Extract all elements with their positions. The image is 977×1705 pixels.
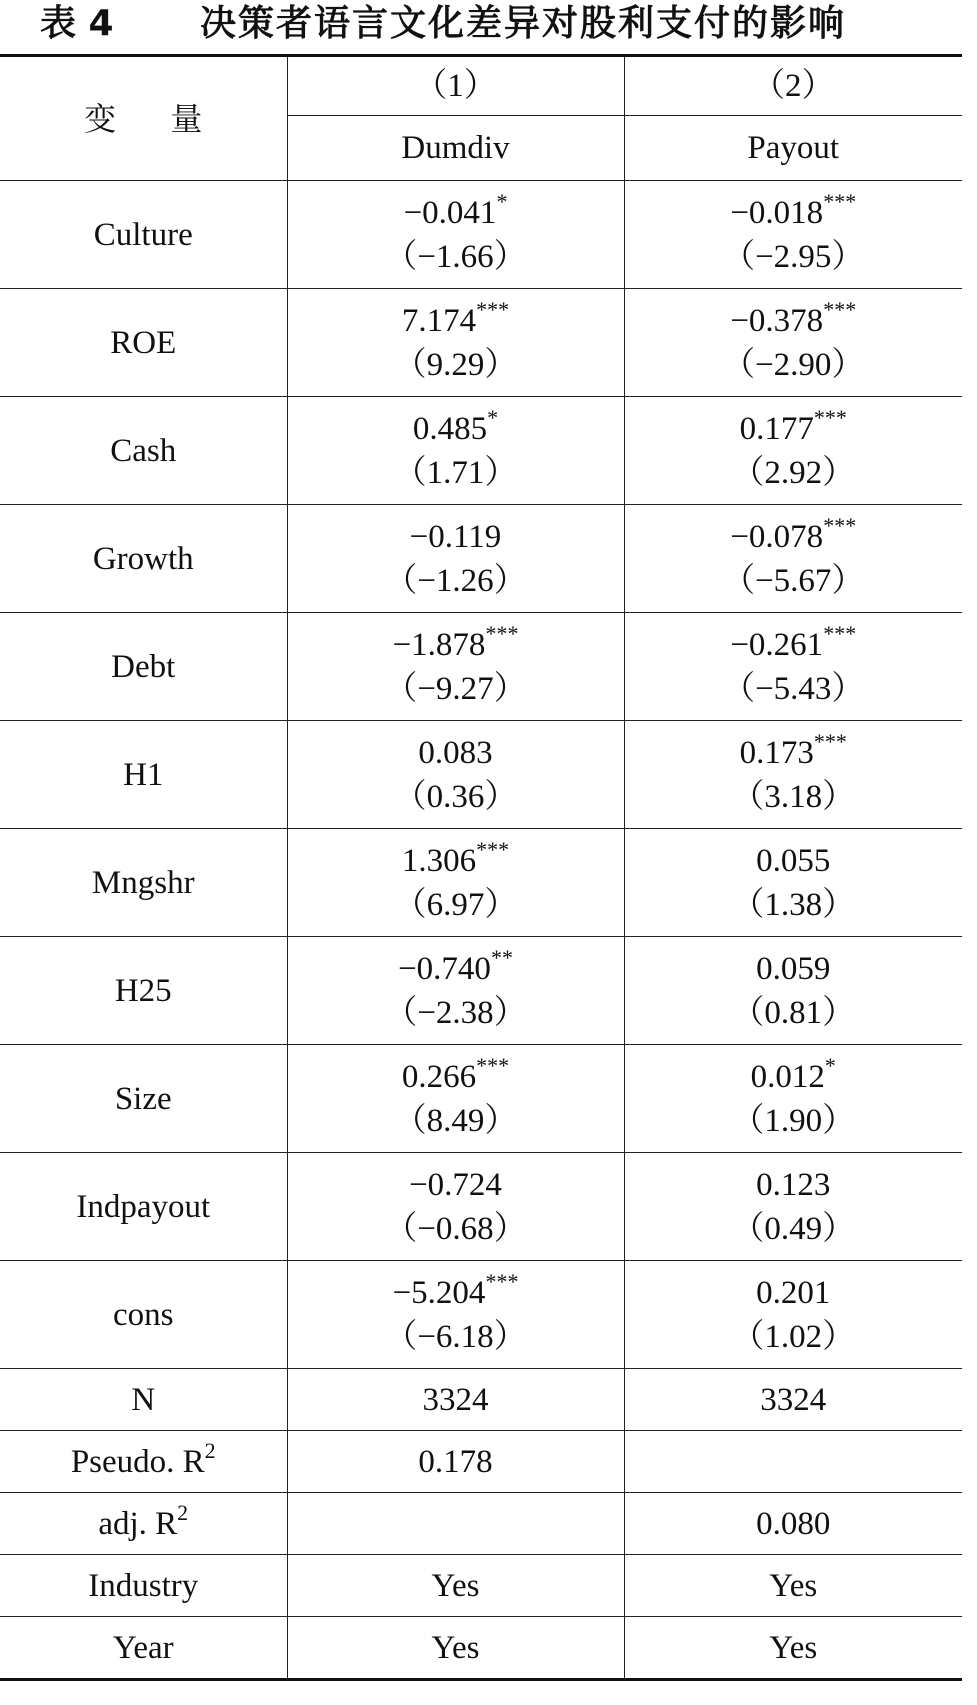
coefficient-value — [625, 1271, 963, 1315]
coefficient-cell — [287, 1045, 624, 1153]
coefficient-value — [288, 944, 624, 991]
t-statistic: （9.29） — [393, 346, 518, 383]
coefficient-cell — [287, 1153, 624, 1261]
coefficient-cell — [624, 505, 962, 613]
coefficient-number: −0.119 — [409, 518, 502, 555]
row-label: Growth — [0, 505, 287, 613]
t-statistic: （0.49） — [731, 1210, 856, 1247]
coefficient-number: −0.724 — [409, 1166, 502, 1203]
significance-stars: *** — [813, 728, 847, 754]
coefficient-number: −0.740 — [398, 950, 491, 987]
table-number: 表 4 — [40, 3, 114, 44]
row-label: Indpayout — [0, 1153, 287, 1261]
coefficient-number: −1.878 — [392, 626, 486, 663]
significance-stars: *** — [823, 188, 857, 214]
stat-value: 0.178 — [287, 1431, 624, 1493]
coefficient-cell — [287, 397, 624, 505]
column-index: （1） — [287, 56, 624, 116]
coefficient-number: −0.018 — [730, 194, 824, 231]
coefficient-cell — [624, 289, 962, 397]
coefficient-cell — [624, 1045, 962, 1153]
t-statistic: （0.81） — [731, 994, 856, 1031]
row-label: H25 — [0, 937, 287, 1045]
coefficient-cell — [624, 613, 962, 721]
coefficient-number: −0.261 — [730, 626, 824, 663]
stat-label-text: Pseudo. R — [70, 1443, 205, 1480]
row-label: Mngshr — [0, 829, 287, 937]
table-row — [0, 1261, 962, 1369]
coefficient-number: 1.306 — [401, 842, 477, 879]
t-statistic: （8.49） — [393, 1102, 518, 1139]
coefficient-value — [625, 296, 963, 343]
coefficient-number: 0.201 — [756, 1274, 831, 1311]
coefficient-value — [625, 1052, 963, 1099]
table-row — [0, 937, 962, 1045]
table-title: 决策者语言文化差异对股利支付的影响 — [200, 3, 847, 44]
t-statistic: （1.90） — [731, 1102, 856, 1139]
t-statistic: （−2.95） — [722, 238, 865, 275]
coefficient-value — [288, 1052, 624, 1099]
t-statistic: （−5.67） — [722, 562, 865, 599]
coefficient-value — [625, 947, 963, 991]
coefficient-cell — [287, 829, 624, 937]
coefficient-value — [625, 1163, 963, 1207]
column-name: Dumdiv — [287, 116, 624, 181]
stat-row — [0, 1493, 962, 1555]
coefficient-value — [625, 512, 963, 559]
t-statistic: （−1.26） — [384, 562, 527, 599]
row-label: Debt — [0, 613, 287, 721]
significance-stars: *** — [823, 620, 857, 646]
stat-label-text: Industry — [88, 1567, 199, 1604]
coefficient-number: 0.266 — [401, 1058, 477, 1095]
t-statistic: （−0.68） — [384, 1210, 527, 1247]
coefficient-cell — [624, 937, 962, 1045]
coefficient-value — [625, 188, 963, 235]
coefficient-value — [288, 1268, 624, 1315]
row-label: ROE — [0, 289, 287, 397]
significance-stars: * — [496, 188, 508, 214]
stat-label — [0, 1493, 287, 1555]
significance-stars: *** — [823, 296, 857, 322]
t-statistic: （1.71） — [393, 454, 518, 491]
coefficient-cell — [624, 1153, 962, 1261]
table-row — [0, 289, 962, 397]
header-row-index — [0, 56, 962, 116]
coefficient-number: 0.173 — [739, 734, 814, 771]
table-row — [0, 1153, 962, 1261]
coefficient-value — [625, 404, 963, 451]
significance-stars: *** — [476, 836, 510, 862]
stat-value: Yes — [624, 1555, 962, 1617]
coefficient-value — [288, 515, 624, 559]
stat-row — [0, 1369, 962, 1431]
stat-value — [287, 1493, 624, 1555]
coefficient-number: 0.012 — [750, 1058, 825, 1095]
table-caption — [0, 0, 977, 56]
coefficient-cell — [287, 181, 624, 289]
t-statistic: （−6.18） — [384, 1318, 527, 1355]
table-row — [0, 181, 962, 289]
table-row — [0, 721, 962, 829]
stat-value — [624, 1431, 962, 1493]
t-statistic: （−9.27） — [384, 670, 527, 707]
stat-value: 3324 — [287, 1369, 624, 1431]
stat-value: 0.080 — [624, 1493, 962, 1555]
stat-label-superscript: 2 — [204, 1437, 216, 1463]
stat-value: Yes — [287, 1555, 624, 1617]
stat-row — [0, 1617, 962, 1680]
coefficient-value — [288, 836, 624, 883]
coefficient-cell — [287, 1261, 624, 1369]
coefficient-cell — [624, 181, 962, 289]
coefficient-cell — [287, 289, 624, 397]
stat-label-text: adj. R — [98, 1505, 178, 1542]
coefficient-number: 0.083 — [418, 734, 493, 771]
column-index: （2） — [624, 56, 962, 116]
coefficient-number: 0.177 — [739, 410, 814, 447]
coefficient-number: 0.055 — [756, 842, 831, 879]
stat-label — [0, 1617, 287, 1680]
coefficient-value — [288, 296, 624, 343]
row-label: H1 — [0, 721, 287, 829]
significance-stars: * — [824, 1052, 836, 1078]
coefficient-value — [288, 404, 624, 451]
stat-label-superscript: 2 — [177, 1499, 189, 1525]
variable-header: 变 量 — [0, 56, 287, 181]
row-label: Size — [0, 1045, 287, 1153]
row-label: Culture — [0, 181, 287, 289]
stat-row — [0, 1555, 962, 1617]
coefficient-value — [625, 620, 963, 667]
coefficient-number: 0.059 — [756, 950, 831, 987]
t-statistic: （6.97） — [393, 886, 518, 923]
significance-stars: *** — [823, 512, 857, 538]
coefficient-cell — [287, 937, 624, 1045]
t-statistic: （1.02） — [731, 1318, 856, 1355]
stat-label — [0, 1431, 287, 1493]
stat-row — [0, 1431, 962, 1493]
significance-stars: ** — [490, 944, 513, 970]
significance-stars: *** — [485, 620, 519, 646]
coefficient-number: 7.174 — [401, 302, 477, 339]
coefficient-number: −0.041 — [403, 194, 497, 231]
table-row — [0, 613, 962, 721]
t-statistic: （2.92） — [731, 454, 856, 491]
coefficient-cell — [624, 397, 962, 505]
coefficient-cell — [287, 613, 624, 721]
coefficient-number: −0.078 — [730, 518, 824, 555]
coefficient-number: 0.123 — [756, 1166, 831, 1203]
regression-table — [0, 54, 962, 1681]
t-statistic: （−5.43） — [722, 670, 865, 707]
coefficient-value — [288, 620, 624, 667]
coefficient-value — [625, 839, 963, 883]
row-label: cons — [0, 1261, 287, 1369]
row-label: Cash — [0, 397, 287, 505]
coefficient-cell — [287, 505, 624, 613]
coefficient-value — [625, 728, 963, 775]
significance-stars: *** — [476, 296, 510, 322]
stat-label — [0, 1555, 287, 1617]
coefficient-cell — [624, 829, 962, 937]
coefficient-number: −0.378 — [730, 302, 824, 339]
table-row — [0, 829, 962, 937]
stat-value: Yes — [624, 1617, 962, 1680]
stat-label-text: N — [131, 1381, 156, 1418]
coefficient-cell — [624, 1261, 962, 1369]
coefficient-cell — [287, 721, 624, 829]
t-statistic: （−2.38） — [384, 994, 527, 1031]
coefficient-cell — [624, 721, 962, 829]
coefficient-number: −5.204 — [392, 1274, 486, 1311]
coefficient-number: 0.485 — [412, 410, 488, 447]
stat-label-text: Year — [112, 1629, 174, 1666]
table-row — [0, 397, 962, 505]
significance-stars: * — [487, 404, 499, 430]
stat-label — [0, 1369, 287, 1431]
column-name: Payout — [624, 116, 962, 181]
coefficient-value — [288, 188, 624, 235]
t-statistic: （3.18） — [731, 778, 856, 815]
significance-stars: *** — [476, 1052, 510, 1078]
significance-stars: *** — [813, 404, 847, 430]
table-row — [0, 505, 962, 613]
table-row — [0, 1045, 962, 1153]
stat-value: Yes — [287, 1617, 624, 1680]
t-statistic: （1.38） — [731, 886, 856, 923]
coefficient-value — [288, 1163, 624, 1207]
significance-stars: *** — [485, 1268, 519, 1294]
t-statistic: （−1.66） — [384, 238, 527, 275]
stat-value: 3324 — [624, 1369, 962, 1431]
t-statistic: （0.36） — [393, 778, 518, 815]
t-statistic: （−2.90） — [722, 346, 865, 383]
coefficient-value — [288, 731, 624, 775]
